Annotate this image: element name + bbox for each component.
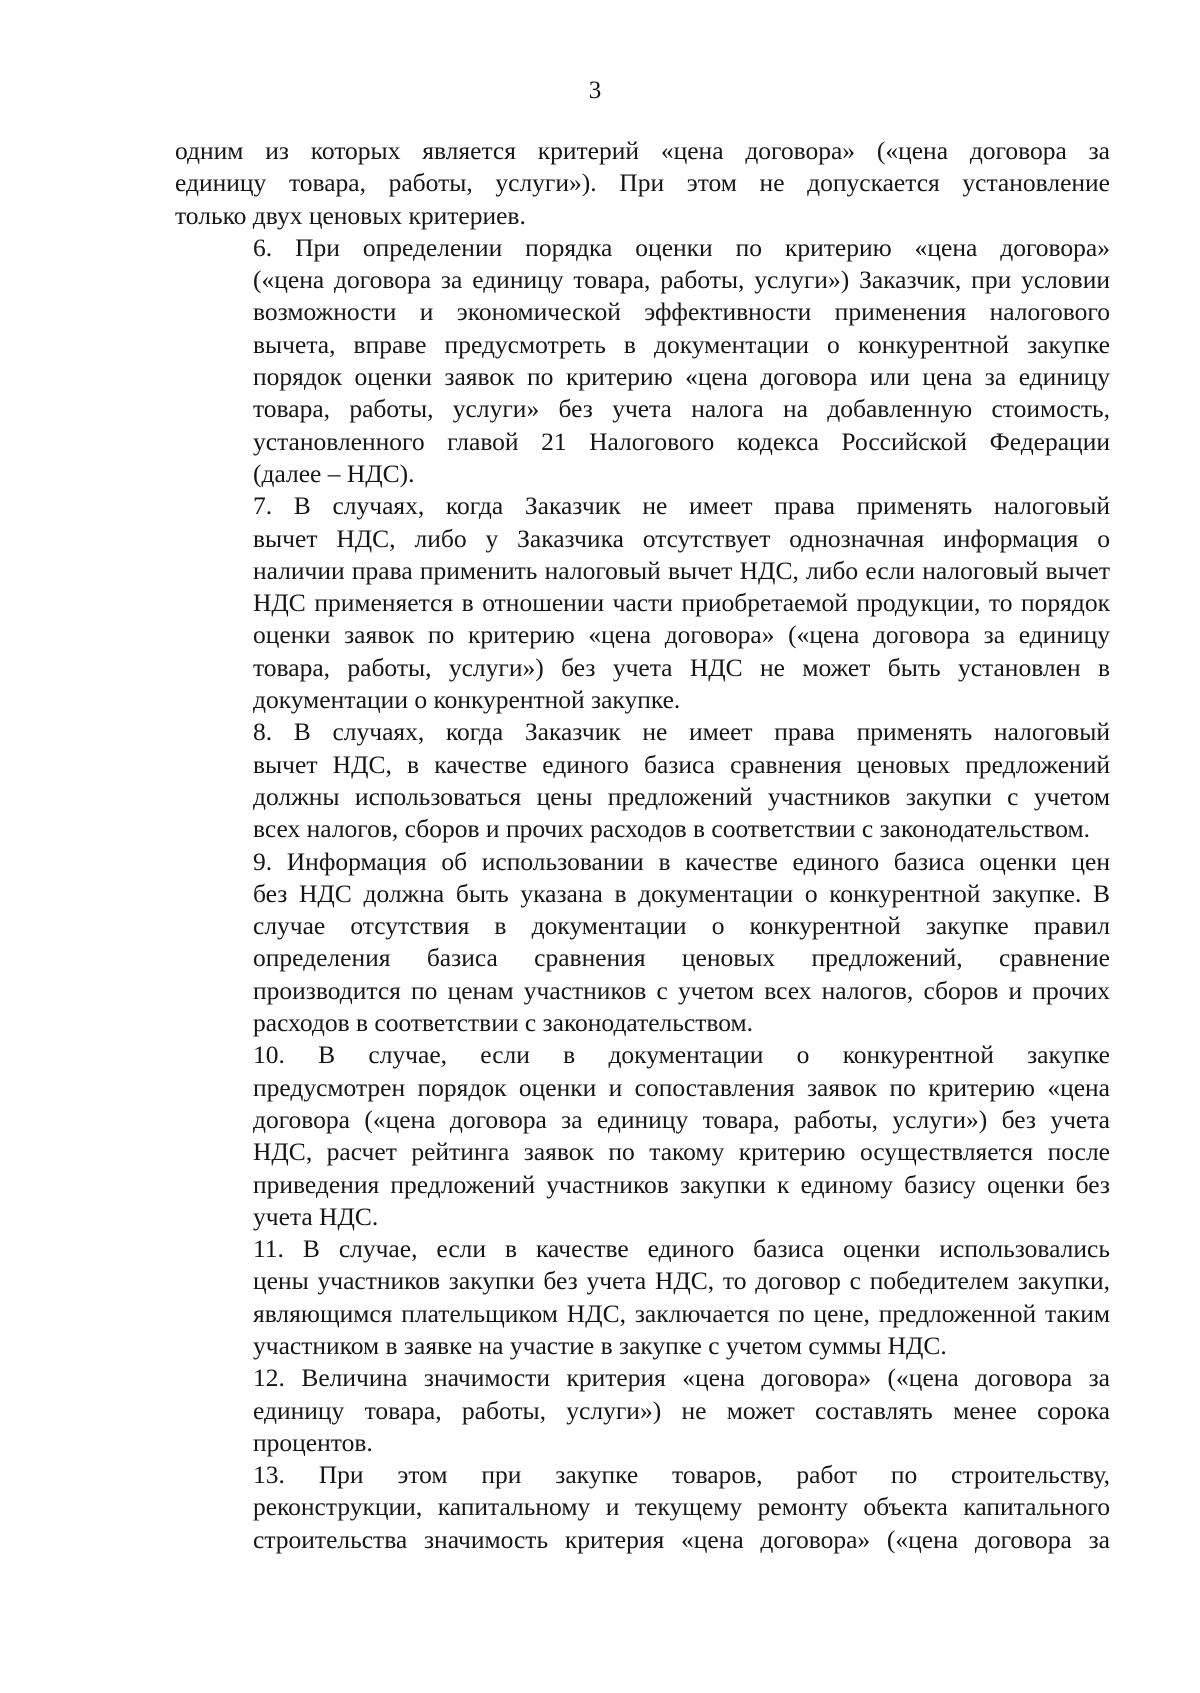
text-line: установленного главой 21 Налогового кодекса Российской Федерации <box>253 426 1110 456</box>
text-line: вычет НДС, либо у Заказчика отсутствует однозначная информация о <box>253 523 1110 553</box>
text-line: 7. В случаях, когда Заказчик не имеет права применять налоговый <box>253 491 1110 521</box>
text-line: вычета, вправе предусмотреть в документации о конкурентной закупке <box>253 329 1110 359</box>
paragraph-6 <box>175 232 1110 490</box>
text-line: единицу товара, работы, услуги») не может составлять менее сорока <box>253 1395 1110 1425</box>
text-line: («цена договора за единицу товара, работы, услуги») Заказчик, при условии <box>253 265 1110 295</box>
paragraph-continuation <box>175 135 1110 232</box>
text-line: производится по ценам участников с учетом всех налогов, сборов и прочих <box>253 975 1110 1005</box>
text-line: расходов в соответствии с законодательством. <box>253 1008 754 1038</box>
text-line: 9. Информация об использовании в качестве единого базиса оценки цен <box>253 846 1110 876</box>
text-line: товара, работы, услуги» без учета налога на добавленную стоимость, <box>253 394 1110 424</box>
text-line: единицу товара, работы, услуги»). При этом не допускается установление <box>175 168 1110 198</box>
page-number: 3 <box>588 77 602 104</box>
text-line: приведения предложений участников закупки к единому базису оценки без <box>253 1169 1110 1199</box>
text-line: учета НДС. <box>253 1201 379 1231</box>
text-line: определения базиса сравнения ценовых предложений, сравнение <box>253 943 1110 973</box>
text-line: 12. Величина значимости критерия «цена договора» («цена договора за <box>253 1363 1110 1393</box>
text-line: должны использоваться цены предложений участников закупки с учетом <box>253 781 1110 811</box>
text-line: всех налогов, сборов и прочих расходов в соответствии с законодательством. <box>253 814 1091 844</box>
text-line: случае отсутствия в документации о конкурентной закупке правил <box>253 911 1110 941</box>
text-line: цены участников закупки без учета НДС, то договор с победителем закупки, <box>253 1266 1110 1296</box>
text-line: 8. В случаях, когда Заказчик не имеет права применять налоговый <box>253 717 1110 747</box>
text-line: 11. В случае, если в качестве единого базиса оценки использовались <box>253 1234 1110 1264</box>
text-line: НДС, расчет рейтинга заявок по такому критерию осуществляется после <box>253 1137 1110 1167</box>
text-line: одним из которых является критерий «цена договора» («цена договора за <box>175 136 1110 165</box>
text-line: наличии права применить налоговый вычет НДС, либо если налоговый вычет <box>253 555 1110 585</box>
text-line: (далее – НДС). <box>253 458 415 488</box>
paragraph-12 <box>175 1362 1110 1459</box>
paragraph-8 <box>175 716 1110 845</box>
text-line: реконструкции, капитальному и текущему ремонту объекта капитального <box>253 1492 1110 1522</box>
text-line: НДС применяется в отношении части приобретаемой продукции, то порядок <box>253 588 1110 618</box>
text-line: без НДС должна быть указана в документации о конкурентной закупке. В <box>253 878 1110 908</box>
text-line: строительства значимость критерия «цена договора» («цена договора за <box>253 1524 1110 1554</box>
text-line: порядок оценки заявок по критерию «цена договора или цена за единицу <box>253 362 1110 392</box>
paragraph-13 <box>175 1459 1110 1556</box>
text-line: вычет НДС, в качестве единого базиса сравнения ценовых предложений <box>253 749 1110 779</box>
text-line: процентов. <box>253 1427 373 1457</box>
text-line: оценки заявок по критерию «цена договора» («цена договора за единицу <box>253 620 1110 650</box>
text-line: являющимся плательщиком НДС, заключается по цене, предложенной таким <box>253 1298 1110 1328</box>
text-line: предусмотрен порядок оценки и сопоставления заявок по критерию «цена <box>253 1072 1110 1102</box>
text-line: договора («цена договора за единицу товара, работы, услуги») без учета <box>253 1104 1110 1134</box>
text-line: 6. При определении порядка оценки по критерию «цена договора» <box>253 232 1110 262</box>
paragraph-11 <box>175 1233 1110 1362</box>
text-line: 10. В случае, если в документации о конкурентной закупке <box>253 1040 1110 1070</box>
text-line: только двух ценовых критериев. <box>175 200 526 230</box>
text-line: документации о конкурентной закупке. <box>253 685 681 715</box>
text-line: 13. При этом при закупке товаров, работ по строительству, <box>253 1460 1110 1490</box>
text-line: возможности и экономической эффективности применения налогового <box>253 297 1110 327</box>
text-line: участником в заявке на участие в закупке с учетом суммы НДС. <box>253 1330 947 1360</box>
paragraph-9 <box>175 846 1110 1040</box>
document-body <box>175 135 1110 1556</box>
paragraph-10 <box>175 1039 1110 1233</box>
paragraph-7 <box>175 490 1110 716</box>
text-line: товара, работы, услуги») без учета НДС не может быть установлен в <box>253 652 1110 682</box>
